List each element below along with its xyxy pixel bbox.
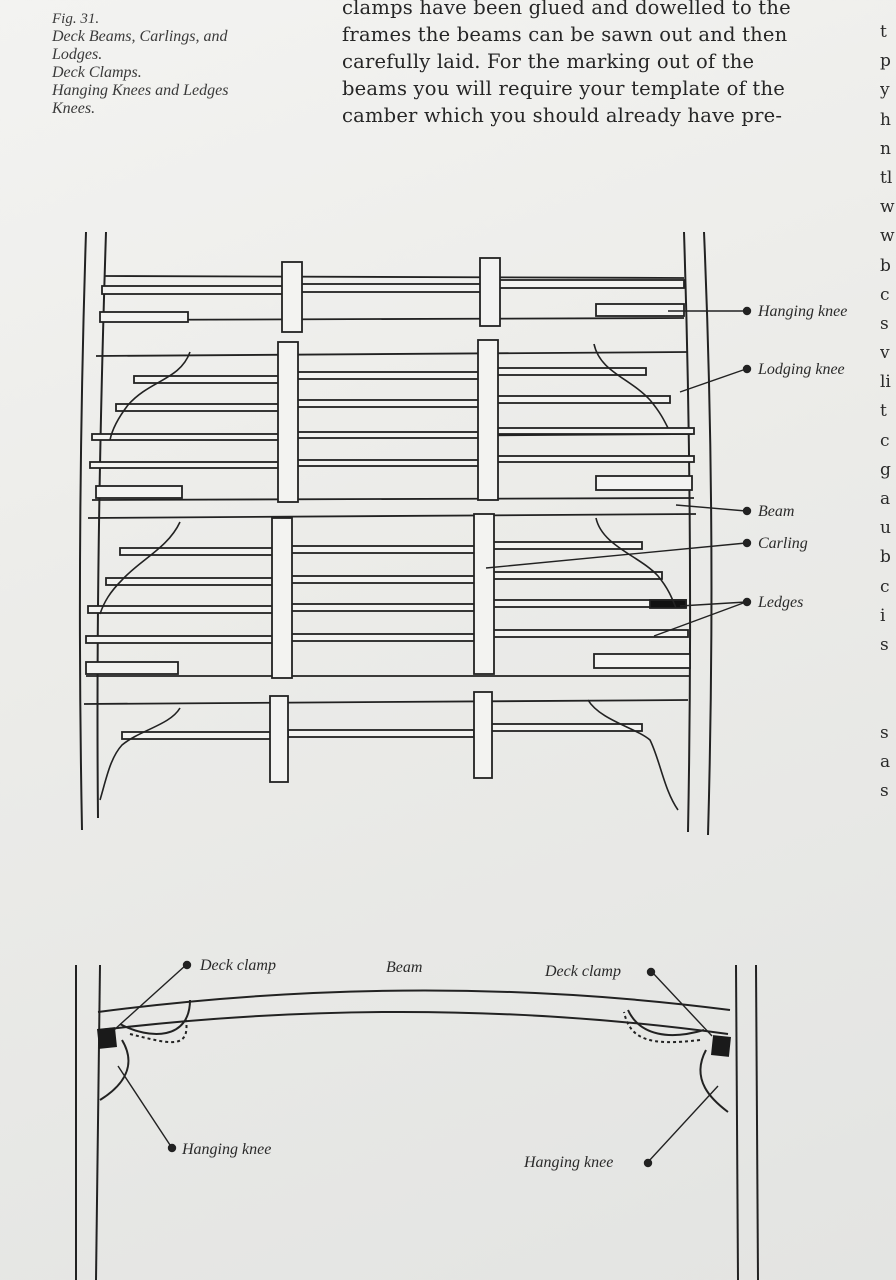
- label-hanging-knee-left: Hanging knee: [182, 1141, 272, 1158]
- ledge: [490, 572, 662, 579]
- ledge: [298, 284, 484, 292]
- carling: [478, 340, 498, 500]
- carling: [474, 514, 494, 674]
- ledge: [122, 732, 274, 739]
- column-fragment: u: [880, 518, 891, 539]
- deck-clamp-stub: [86, 662, 178, 674]
- column-fragment: s: [880, 722, 889, 743]
- deck-beam: [88, 514, 696, 518]
- label-carling: Carling: [758, 535, 808, 552]
- deck-clamp-stub: [100, 312, 188, 322]
- carling: [272, 518, 292, 678]
- label-lodging-knee: Lodging knee: [758, 361, 845, 378]
- ledge: [494, 368, 646, 375]
- body-line: frames the beams can be sawn out and then: [342, 23, 788, 46]
- ledge: [294, 432, 480, 438]
- ledge: [288, 576, 476, 583]
- column-fragment: b: [880, 255, 891, 276]
- column-fragment: h: [880, 109, 891, 130]
- column-fragment: c: [880, 284, 890, 305]
- ledge: [494, 396, 670, 403]
- ledge: [120, 548, 276, 555]
- ledge: [86, 636, 276, 643]
- column-fragment: li: [880, 372, 891, 393]
- ledge: [134, 376, 282, 383]
- ledge: [290, 546, 476, 553]
- ledge: [494, 456, 694, 462]
- label-deck-clamp-right: Deck clamp: [545, 963, 621, 980]
- column-fragment: s: [880, 313, 889, 334]
- column-fragment: w: [880, 197, 895, 218]
- deck-clamp-blocks: [97, 1027, 731, 1057]
- label-deck-clamp-left: Deck clamp: [200, 957, 276, 974]
- column-fragment: y: [880, 80, 890, 101]
- carling: [278, 342, 298, 502]
- ledge-block: [650, 600, 686, 608]
- ledge: [88, 606, 276, 613]
- caption-line: Lodges.: [52, 46, 103, 63]
- section-diagram: [76, 965, 758, 1280]
- ledge: [296, 372, 482, 379]
- column-fragment: s: [880, 634, 889, 655]
- ledge: [102, 286, 288, 294]
- body-line: beams you will require your template of the: [342, 77, 785, 100]
- caption-line: Hanging Knees and Ledges: [52, 82, 229, 99]
- label-hanging-knee: Hanging knee: [758, 303, 848, 320]
- column-fragment: g: [880, 459, 891, 480]
- deck-clamp-stub: [596, 304, 684, 316]
- label-hanging-knee-right: Hanging knee: [524, 1154, 614, 1171]
- deck-beam: [84, 700, 688, 704]
- body-line: carefully laid. For the marking out of the: [342, 50, 755, 73]
- column-fragment: tl: [880, 167, 893, 188]
- carling: [282, 262, 302, 332]
- label-beam-section: Beam: [386, 959, 423, 976]
- label-ledges: Ledges: [758, 594, 804, 611]
- carling: [474, 692, 492, 778]
- ledge: [490, 630, 688, 637]
- column-fragment: b: [880, 547, 891, 568]
- deck-clamp-stub: [594, 654, 690, 668]
- caption-line: Deck Clamps.: [52, 64, 142, 81]
- column-fragment: w: [880, 226, 895, 247]
- deck-clamp-stub: [596, 476, 692, 490]
- ledge: [288, 604, 476, 611]
- ledge: [494, 428, 694, 434]
- caption-line: Knees.: [52, 100, 96, 117]
- carling: [270, 696, 288, 782]
- column-fragment: a: [880, 751, 891, 772]
- column-fragment: i: [880, 605, 886, 626]
- caption-line: Deck Beams, Carlings, and: [52, 28, 228, 45]
- ledge: [294, 400, 480, 407]
- ledge: [90, 462, 280, 468]
- column-fragment: t: [880, 22, 887, 42]
- ledge: [288, 730, 474, 737]
- carling: [480, 258, 500, 326]
- deck-beam: [104, 276, 684, 278]
- ledge: [288, 634, 476, 641]
- section-leaders: [114, 962, 718, 1167]
- ledge: [294, 460, 480, 466]
- ledge: [490, 724, 642, 731]
- column-fragment: p: [880, 51, 891, 72]
- ledge: [106, 578, 276, 585]
- deck-framing: [84, 258, 696, 782]
- body-line: camber which you should already have pre-: [342, 104, 783, 127]
- ledge: [92, 434, 282, 440]
- column-fragment: n: [880, 138, 891, 159]
- column-fragment: t: [880, 401, 887, 422]
- figure-number: Fig. 31.: [52, 11, 100, 27]
- label-beam: Beam: [758, 503, 795, 520]
- body-line: clamps have been glued and dowelled to the: [342, 0, 791, 19]
- column-fragment: v: [880, 343, 890, 364]
- ledge: [498, 280, 684, 288]
- column-fragment: c: [880, 576, 890, 597]
- column-fragment: a: [880, 489, 891, 509]
- deck-clamp-stub: [96, 486, 182, 498]
- column-fragment: s: [880, 780, 889, 801]
- column-fragment: c: [880, 430, 890, 451]
- ledge: [116, 404, 282, 411]
